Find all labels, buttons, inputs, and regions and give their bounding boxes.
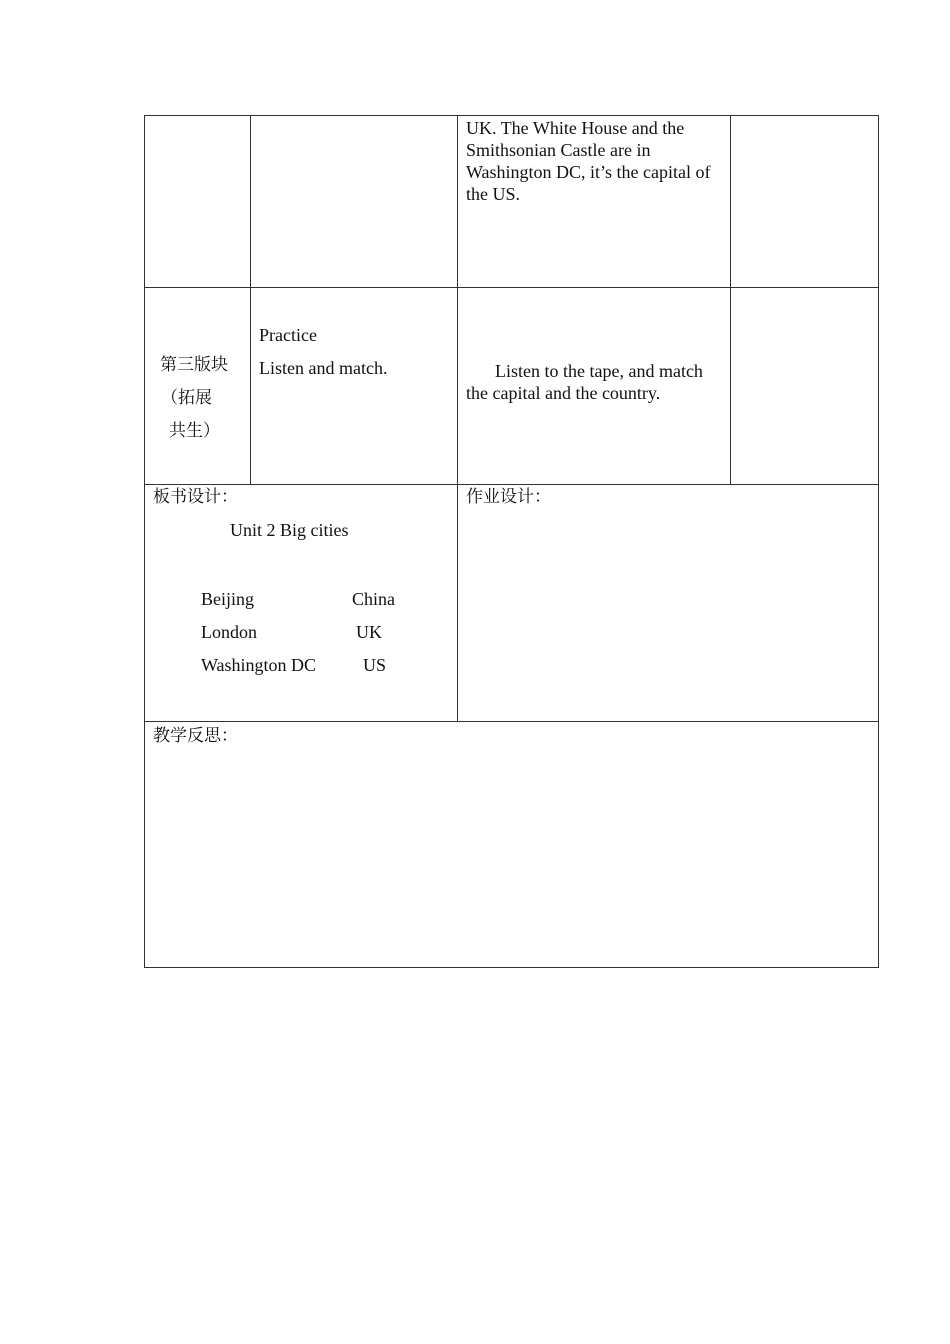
activity-instruction: Listen and match. bbox=[259, 358, 388, 378]
column-divider-2 bbox=[457, 115, 458, 722]
board-city-beijing: Beijing bbox=[201, 589, 254, 609]
module-label-line2: （拓展 bbox=[161, 388, 212, 408]
board-design-label: 板书设计： bbox=[153, 487, 238, 507]
column-divider-3 bbox=[730, 115, 731, 485]
module-label-line1: 第三版块 bbox=[160, 355, 228, 375]
row-divider-2 bbox=[144, 484, 879, 485]
board-country-china: China bbox=[352, 589, 395, 609]
table-border-left bbox=[144, 115, 145, 968]
column-divider-1 bbox=[250, 115, 251, 485]
table-border-right bbox=[878, 115, 879, 968]
module-label-line3: 共生） bbox=[169, 421, 220, 441]
activity-title: Practice bbox=[259, 325, 317, 345]
table-border-bottom bbox=[144, 967, 879, 968]
homework-design-label: 作业设计： bbox=[466, 487, 551, 507]
board-city-london: London bbox=[201, 622, 257, 642]
teaching-reflection-label: 教学反思： bbox=[153, 726, 238, 746]
board-design-title: Unit 2 Big cities bbox=[230, 520, 349, 540]
row2-procedure-text: Listen to the tape, and match the capital and the country. bbox=[466, 361, 703, 403]
row1-procedure-text: UK. The White House and the Smithsonian Castle are in Washington DC, it’s the capital of the US. bbox=[466, 118, 711, 204]
row-divider-1 bbox=[144, 287, 879, 288]
table-border-top bbox=[144, 115, 879, 116]
board-country-uk: UK bbox=[356, 622, 382, 642]
board-country-us: US bbox=[363, 655, 387, 675]
row-divider-3 bbox=[144, 721, 879, 722]
board-city-washington: Washington DC bbox=[201, 655, 317, 675]
